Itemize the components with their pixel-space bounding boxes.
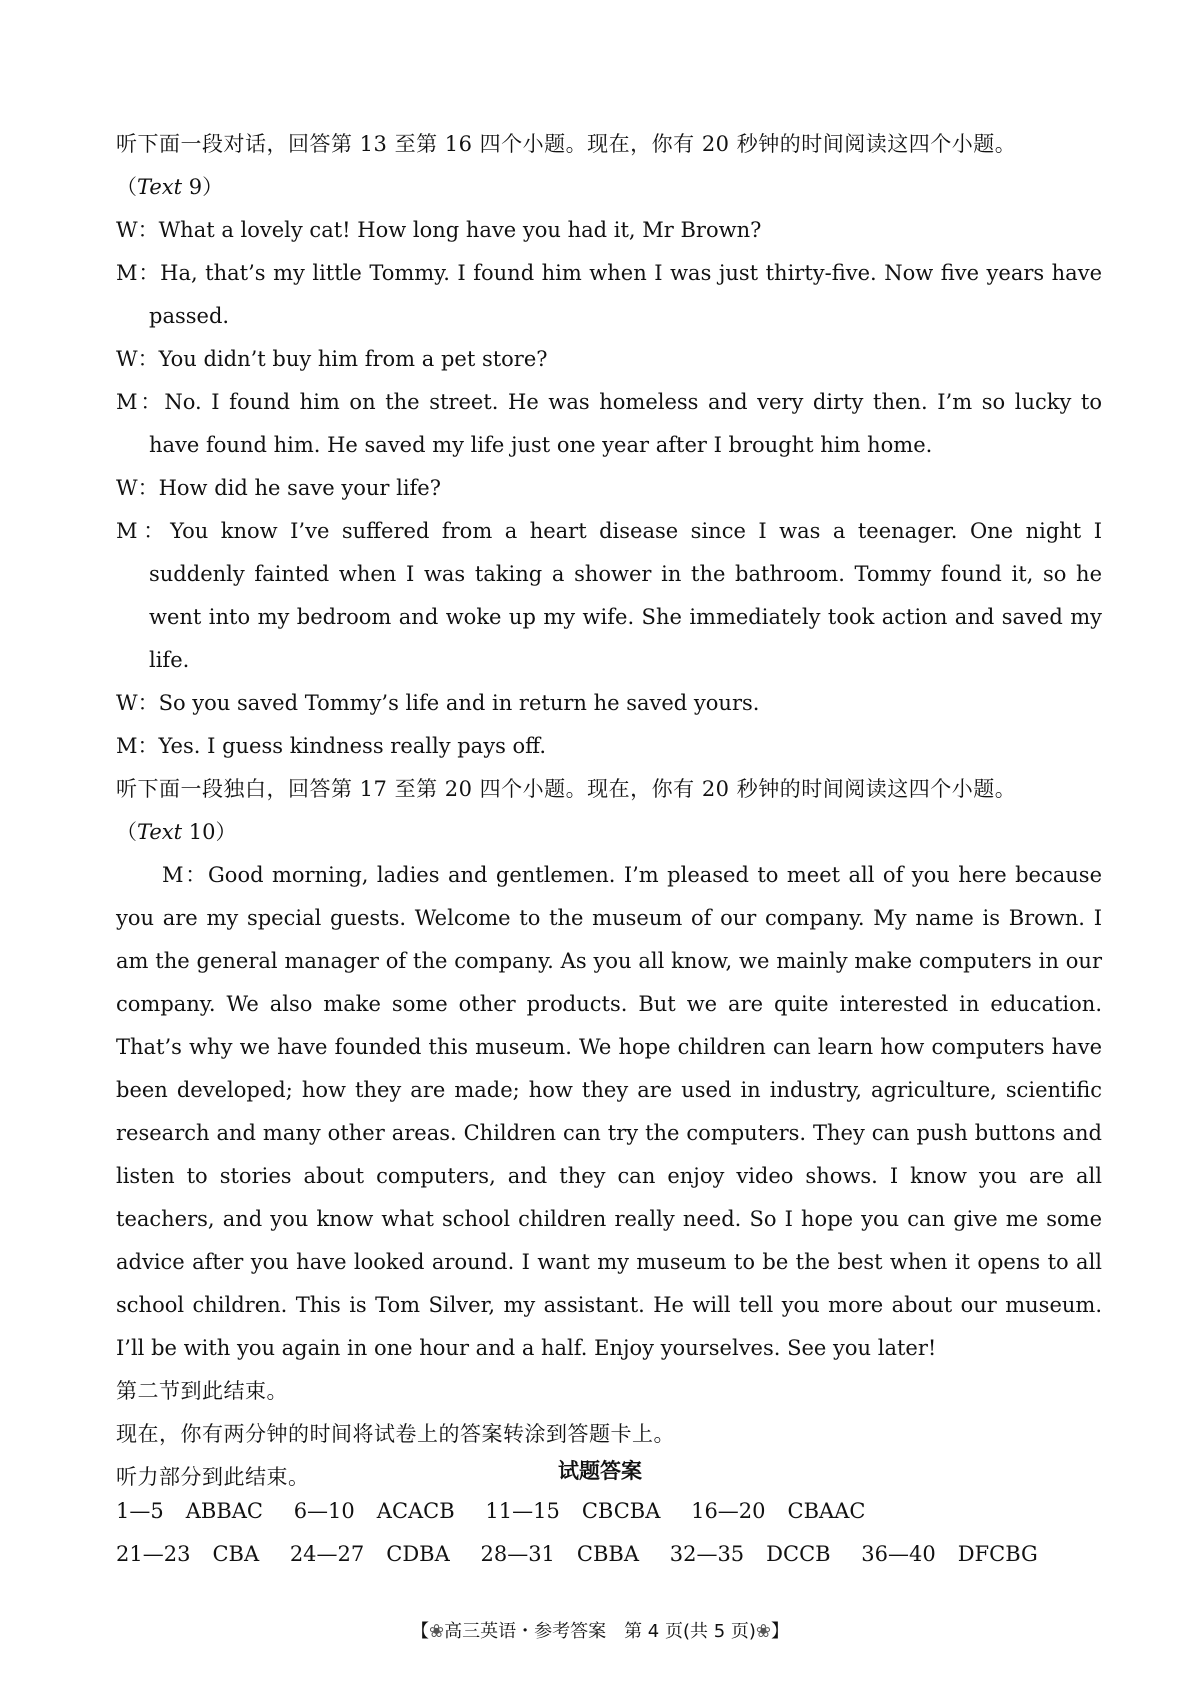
transfer-instruction: 现在，你有两分钟的时间将试卷上的答案转涂到答题卡上。: [116, 1422, 675, 1446]
answer-range: 36—40: [861, 1542, 936, 1566]
answer-letters: ABBAC: [185, 1499, 263, 1523]
answer-range: 16—20: [691, 1499, 766, 1523]
flower-icon: ❀: [755, 1621, 772, 1642]
dialogue-line: W：So you saved Tommy’s life and in return he saved yours.: [116, 691, 760, 715]
page-footer: 【❀高三英语・参考答案 第 4 页(共 5 页)❀】: [410, 1621, 790, 1642]
dialogue-line: W：What a lovely cat! How long have you had it, Mr Brown?: [116, 218, 762, 242]
footer-text: 高三英语・参考答案 第 4 页(共 5 页): [444, 1621, 756, 1642]
answer-letters: CDBA: [386, 1542, 450, 1566]
answer-range: 1—5: [116, 1499, 164, 1523]
answer-key: [116, 1490, 1062, 1576]
dialogue-line: M：Ha, that’s my little Tommy. I found him when I was just thirty-five. Now five years have passed.: [116, 261, 1102, 328]
dialogue-line: M：You know I’ve suffered from a heart disease since I was a teenager. One night I suddenly fainted when I was taking a shower in the bathroom. Tommy found it, so he went into my bedroom and woke up my wife. She immediately took action and saved my life.: [116, 519, 1102, 672]
answer-letters: DCCB: [766, 1542, 831, 1566]
answers-title: 试题答案: [558, 1459, 642, 1483]
answer-letters: DFCBG: [957, 1542, 1038, 1566]
intro-text9: 听下面一段对话，回答第 13 至第 16 四个小题。现在，你有 20 秒钟的时间阅读这四个小题。: [116, 132, 1017, 156]
answer-range: 11—15: [485, 1499, 560, 1523]
answer-range: 32—35: [669, 1542, 745, 1566]
intro-text10: 听下面一段独白，回答第 17 至第 20 四个小题。现在，你有 20 秒钟的时间阅读这四个小题。: [116, 777, 1017, 801]
listening-end: 听力部分到此结束。: [116, 1465, 310, 1489]
answer-letters: CBA: [212, 1542, 260, 1566]
answer-letters: ACACB: [376, 1499, 455, 1523]
answer-range: 24—27: [289, 1542, 365, 1566]
listening-transcript: [116, 123, 1102, 1499]
dialogue-line: M：No. I found him on the street. He was homeless and very dirty then. I’m so lucky to have found him. He saved my life just one year after I brought him home.: [116, 390, 1102, 457]
text10-label: （Text 10）: [116, 820, 237, 844]
answer-row-2: [116, 1533, 1062, 1576]
flower-icon: ❀: [428, 1621, 445, 1642]
section-end: 第二节到此结束。: [116, 1379, 288, 1403]
dialogue-line: W：How did he save your life?: [116, 476, 441, 500]
answer-letters: CBCBA: [581, 1499, 661, 1523]
monologue-paragraph: M：Good morning, ladies and gentlemen. I’m pleased to meet all of you here because you are my special guests. Welcome to the museum of our company. My name is Brown. I am the general manager of the company. As you all know, we mainly make computers in our company. We also make some other products. But we are quite interested in education. That’s why we have founded this museum. We hope children can learn how computers have been developed; how they are made; how they are used in industry, agriculture, scientific research and many other areas. Children can try the computers. They can push buttons and listen to stories about computers, and they can enjoy video shows. I know you are all teachers, and you know what school children really need. So I hope you can give me some advice after you have looked around. I want my museum to be the best when it opens to all school children. This is Tom Silver, my assistant. He will tell you more about our museum. I’ll be with you again in one hour and a half. Enjoy yourselves. See you later!: [116, 863, 1102, 1360]
answer-range: 28—31: [480, 1542, 555, 1566]
answer-row-1: [116, 1490, 1062, 1533]
answer-range: 21—23: [116, 1542, 191, 1566]
answer-range: 6—10: [293, 1499, 355, 1523]
answer-letters: CBAAC: [787, 1499, 866, 1523]
dialogue-line: M：Yes. I guess kindness really pays off.: [116, 734, 547, 758]
answer-letters: CBBA: [576, 1542, 640, 1566]
dialogue-line: W：You didn’t buy him from a pet store?: [116, 347, 548, 371]
text9-label: （Text 9）: [116, 175, 224, 199]
